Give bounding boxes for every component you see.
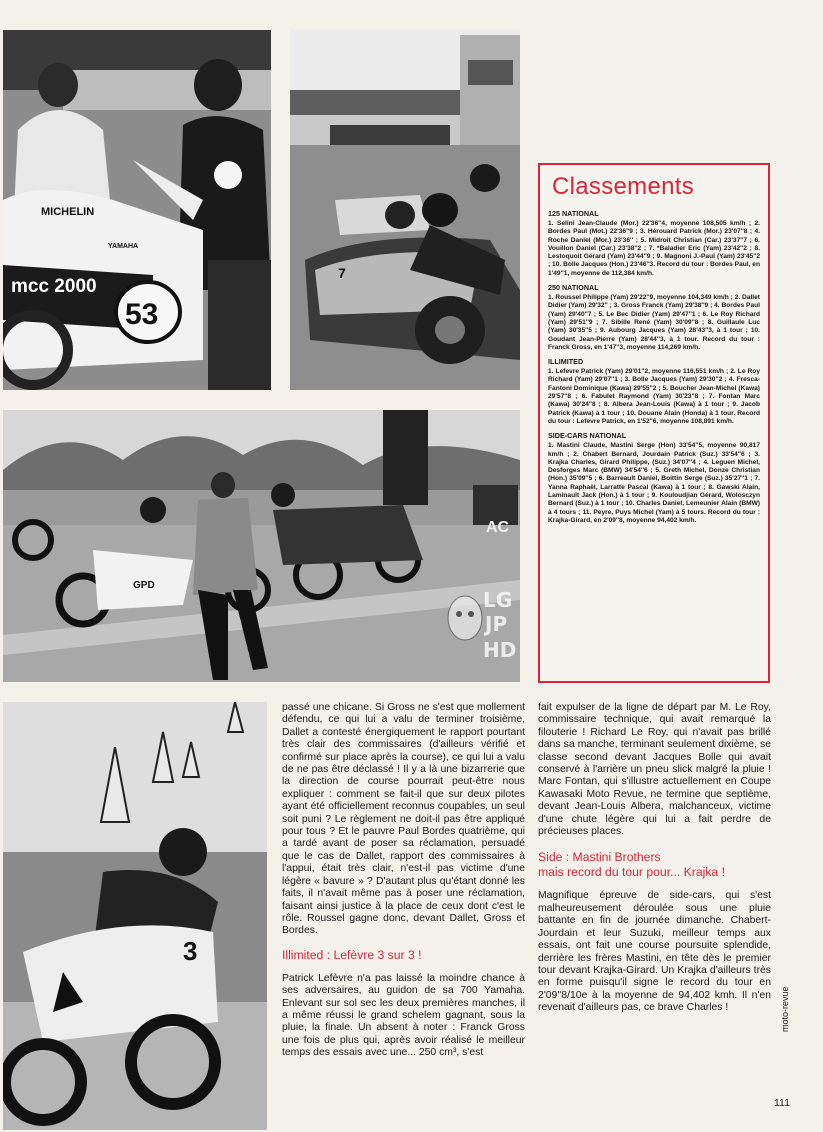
mcc-sticker: mcc 2000 xyxy=(11,276,97,297)
article-column-2 xyxy=(538,702,771,1023)
watermark-lg: LG xyxy=(483,588,513,612)
heading-side xyxy=(538,850,771,880)
classements-title: Classements xyxy=(552,173,695,200)
ac-sign: AC xyxy=(486,519,510,536)
heading-side-line-2: mais record du tour pour... Krajka ! xyxy=(538,865,725,880)
watermark-hd: HD xyxy=(483,638,517,662)
category-results: 1. Roussel Philippe (Yam) 29'22''9, moyenne 104,349 km/h ; 2. Dallet Didier (Yam) 29'32'' ; 3. Gross Franck (Yam) 29'38''9 ; 4. Bordes Paul (Yam) 29'40''7 ; 5. Le Bec Didier (Yam) 29'47''1 ; 6. Le Roy Richard (Yam) 29'51''9 ; 7. Sibille René (Yam) 30'09''8 ; 8. Guillaule Luc (Yam) 30'35''5 ; 9. Aubourg Jacques (Yam) 28'43''3, à 1 tour ; 10. Goudant Jean-Pierre (Yam) 28'44''3, à 1 tour. Record du tour : Franck Gross, en 1'47''3, moyenne 114,269 km/h. xyxy=(548,294,760,351)
magazine-name: moto-revue xyxy=(780,986,790,1032)
photo-podium xyxy=(3,30,271,390)
article-column-1 xyxy=(282,702,525,1068)
category-title: 250 NATIONAL xyxy=(548,283,599,293)
race-number-3: 3 xyxy=(183,936,198,966)
category-title: ILLIMITED xyxy=(548,357,584,367)
category-side-cars xyxy=(548,431,760,525)
category-250 xyxy=(548,283,760,352)
photo-rider-3 xyxy=(3,702,267,1130)
article-paragraph: fait expulser de la ligne de départ par M. Le Roy, commissaire technique, qui avait remarqué la filouterie ! Richard Le Roy, qui n'avait pas brillé dans sa manche, terminant seulement dixième, se classe second devant Jacques Bolle qui avait conservé à l'arrière un pneu slick malgré la pluie ! Marc Fontan, qui s'illustre actuellement en Coupe Kawasaki Moto Revue, ne termine que septième, devant Jean-Louis Albera, malchanceux, victime d'une chute légère qui lui a fait perdre de précieuses places. xyxy=(538,702,771,838)
photo-sidecar xyxy=(290,30,520,390)
article-paragraph: Patrick Lefèvre n'a pas laissé la moindre chance à ses adversaires, au guidon de sa 700 Yamaha. Enlevant sur sol sec les deux premières manches, il a même réussi le grand schelem gagnant, sous la pluie, la finale. Un absent à noter : Franck Gross une fois de plus qui, après avoir réalisé le meilleur temps des essais avec une... 250 cm³, s'est xyxy=(282,972,525,1059)
race-number-53: 53 xyxy=(125,298,159,331)
watermark-logo xyxy=(445,588,525,666)
photo-starting-grid xyxy=(3,410,520,682)
heading-illimited: Illimited : Lefèvre 3 sur 3 ! xyxy=(282,947,422,962)
page-number: 111 xyxy=(774,1097,790,1109)
category-results: 1. Selini Jean-Claude (Mor.) 22'36''4, moyenne 108,505 km/h ; 2. Bordes Paul (Mot.) 22'36''9 ; 3. Hérouard Patrick (Mor.) 23'07''8 ; 4. Roche Daniel (Mor.) 23'36'' ; 5. Midroit Christian (Car.) 23'37''7 ; 6. Vouillon Daniel (Car.) 23'38''2 ; 7. *Baladier Eric (Yam) 23'42''2 ; 8. Lestoquoit Gérard (Yam) 23'44''9 ; 9. Magnoni J.-Paul (Yam) 23'45''2 ; 10. Bolle Jacques (Hon.) 23'46''3. Record du tour : Bordes Paul, en 1'49''1, moyenne de 112,384 km/h. xyxy=(548,220,760,277)
heading-side-line-1: Side : Mastini Brothers xyxy=(538,850,661,865)
category-results: 1. Lefevre Patrick (Yam) 29'01''2, moyenne 116,551 km/h ; 2. Le Roy Richard (Yam) 29'07''1 ; 3. Bolle Jacques (Yam) 29'30''2 ; 4. Fresca-Fantoni Dominique (Kawa) 29'55''2 ; 5. Boucher Jean-Michel (Kawa) 29'57''8 ; 6. Fabulet Raymond (Yam) 30'23''8 ; 7. Fontan Marc (Kawa) 30'24''8 ; 8. Albera Jean-Louis (Kawa) à 1 tour ; 9. Jacob Patrick (Kawa) à 1 tour ; 10. Douane Alain (Honda) à 1 tour. Record du tour : Lefevre Patrick, en 1'52''6, moyenne 108,891 km/h. xyxy=(548,368,760,425)
yamaha-logo: YAMAHA xyxy=(108,243,139,250)
category-title: SIDE-CARS NATIONAL xyxy=(548,431,627,441)
category-title: 125 NATIONAL xyxy=(548,209,599,218)
category-illimited xyxy=(548,357,760,426)
category-125 xyxy=(548,209,760,278)
michelin-logo: MICHELIN xyxy=(41,206,95,218)
article-paragraph: passé une chicane. Si Gross ne s'est que mollement défendu, ce qui lui a valu de terminer troisième, Dallet a contesté énergiquement le rapport pourtant très clair des commissaires (d'ailleurs vérifié et confirmé sur place après la course), ce qui lui a valu de ne pas être déclassé ! Il y a là une bizarrerie que la direction de course pourrait peut-être nous expliquer : comment se fait-il que sur deux pilotes ayant été officiellement reconnus coupables, un seul soit puni ? Le règlement ne doit-il pas être appliqué pour tous ? Et le pauvre Paul Bordes quatrième, qui a tardé avant de poser sa réclamation, persuadé que le cas de Dallet, rapport des commissaires à l'appui, était très clair, n'est-il pas victime d'une légère « bavure » ? D'autant plus qu'étant donné les faits, il n'avait même pas à poser une réclamation, faisant ainsi justice à la place de ceux dont c'est le rôle. Roussel gagne donc, devant Dallet, Gross et Bordes. xyxy=(282,702,525,937)
gpd-fairing-text: GPD xyxy=(133,580,155,591)
article-paragraph: Magnifique épreuve de side-cars, qui s'est malheureusement déroulée sous une pluie battante en fin de journée dimanche. Chabert-Jourdain et leur Suzuki, meilleur temps aux essais, ont fait une course poursuite splendide, derrière les frères Mastini, en tête dès le premier tour devant Krajka-Girard. Un Krajka d'ailleurs très en forme puisqu'il signe le record du tour en 2'09''8/10e à la moyenne de 94,402 kmh. Il n'en revenait d'ailleurs pas, ce brave Charles ! xyxy=(538,890,771,1014)
category-results: 1. Mastini Claude, Mastini Serge (Hon) 33'54''5, moyenne 90,817 km/h ; 2. Chabert Bernard, Jourdain Patrick (Suz.) 33'54''6 ; 3. Krajka Charles, Girard Philippe, (Suz.) 34'07''4 ; 4. Leguen Michel, Desforges Marc (BMW) 34'54''6 ; 5. Greth Michel, Donze Christian (Hon.) 35'09''5 ; 6. Barreault Daniel, Boittin Serge (Suz.) 35'27''1 ; 7. Yanna Raphaël, Larratte Pascal (Kawa) à 1 tour ; 8. Gawski Alain, Laminault Jack (Hon.) à 1 tour ; 9. Kouloudjian Gérard, Wolosczyn Bernard (Suz.) à 1 tour ; 10. Charles Daniel, Lemeunier Alain (BMW) à 4 tours ; 11. Peyre, Puys Michel (Yam) à 5 tours. Record du tour : Krajka-Girard, en 2'09''8, moyenne 94,402 km/h. xyxy=(548,442,760,524)
watermark-jp: JP xyxy=(485,612,508,636)
classements-box xyxy=(538,163,770,683)
race-number-7: 7 xyxy=(338,265,346,281)
